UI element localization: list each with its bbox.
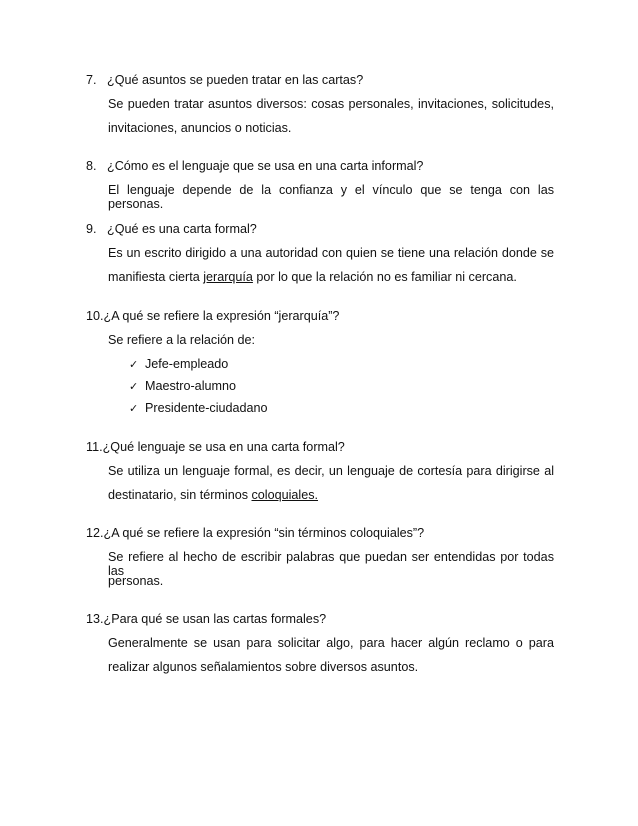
question-text [86,309,339,323]
answer-text: destinatario, sin términos [108,488,252,502]
list-item [129,357,228,371]
list-item-label: Presidente-ciudadano [145,401,268,415]
question-label: ¿A qué se refiere la expresión “jerarquía”? [103,309,340,323]
question-label: ¿A qué se refiere la expresión “sin términos coloquiales”? [103,526,425,540]
question-number: 13. [86,612,104,626]
underlined-term: coloquiales. [251,488,319,502]
answer-line: realizar algunos señalamientos sobre diversos asuntos. [108,660,419,674]
list-item-label: Maestro-alumno [145,379,236,393]
check-icon: ✓ [129,402,139,415]
question-text [86,73,363,87]
answer-line: Se pueden tratar asuntos diversos: cosas personales, invitaciones, solicitudes, [108,97,554,111]
answer-line: Se refiere a la relación de: [108,333,256,347]
question-label: ¿Qué lenguaje se usa en una carta formal? [102,440,345,454]
question-number: 7. [86,73,97,87]
question-number: 11. [86,440,103,454]
underlined-term: jerarquía [203,270,253,284]
question-label: ¿Cómo es el lenguaje que se usa en una carta informal? [107,159,424,173]
question-text [86,612,326,626]
answer-line: El lenguaje depende de la confianza y el vínculo que se tenga con las personas. [108,183,554,211]
list-item [129,379,236,393]
question-number: 12. [86,526,104,540]
answer-text: por lo que la relación no es familiar ni cercana. [252,270,517,284]
question-text [86,440,345,454]
question-number: 10. [86,309,104,323]
list-item-label: Jefe-empleado [145,357,229,371]
list-item [129,401,268,415]
check-icon: ✓ [129,358,139,371]
answer-line: personas. [108,574,164,588]
answer-text: manifiesta cierta [108,270,204,284]
answer-line [108,488,318,502]
answer-line [108,270,517,284]
check-icon: ✓ [129,380,139,393]
question-label: ¿Qué asuntos se pueden tratar en las cartas? [107,73,364,87]
question-number: 9. [86,222,97,236]
answer-line: Se refiere al hecho de escribir palabras que puedan ser entendidas por todas las [108,550,554,578]
answer-line: Es un escrito dirigido a una autoridad con quien se tiene una relación donde se [108,246,554,260]
question-number: 8. [86,159,97,173]
question-text [86,222,257,236]
question-text [86,159,423,173]
answer-line: Generalmente se usan para solicitar algo, para hacer algún reclamo o para [108,636,554,650]
question-label: ¿Para qué se usan las cartas formales? [103,612,327,626]
question-label: ¿Qué es una carta formal? [107,222,257,236]
answer-line: invitaciones, anuncios o noticias. [108,121,292,135]
question-text [86,526,424,540]
answer-line: Se utiliza un lenguaje formal, es decir, un lenguaje de cortesía para dirigirse al [108,464,554,478]
